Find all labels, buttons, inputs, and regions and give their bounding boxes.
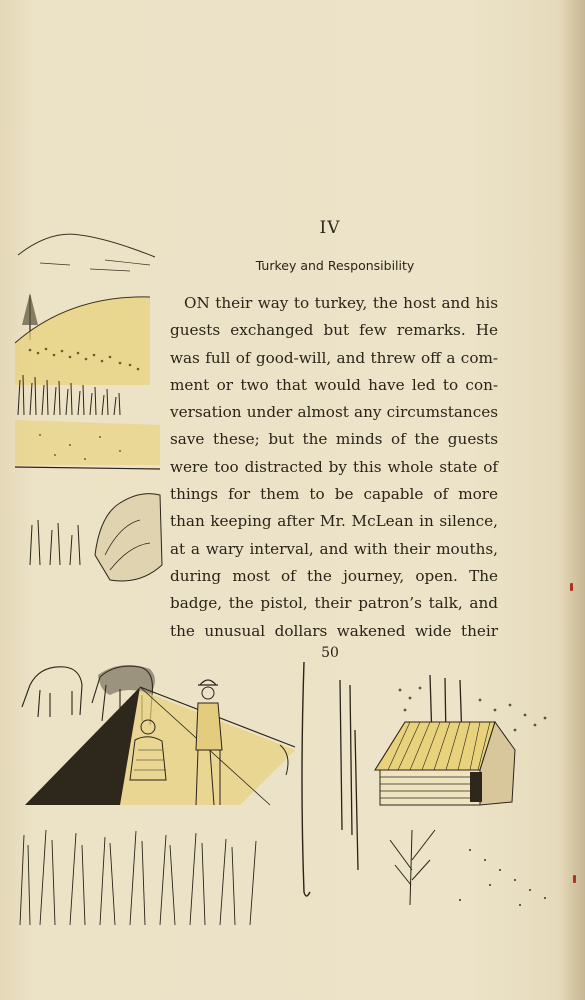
text-line: during most of the journey, open. The: [170, 566, 498, 585]
text-line: ment or two that would have led to con-: [170, 375, 498, 394]
body-text: [170, 290, 498, 645]
text-line: were too distracted by this whole state of: [170, 457, 498, 476]
text-line: save these; but the minds of the guests: [170, 430, 498, 449]
text-line: the unusual dollars wakened wide their: [170, 621, 498, 640]
red-edge-mark: [573, 875, 576, 883]
text-line: was full of good-will, and threw off a com-: [170, 348, 498, 367]
chapter-number: IV: [319, 218, 341, 238]
landscape-margin-illustration: [10, 225, 168, 590]
red-edge-mark: [570, 583, 573, 591]
text-line: ON their way to turkey, the host and his: [184, 294, 498, 312]
text-line: versation under almost any circumstances: [170, 403, 498, 422]
camp-tent-illustration: [10, 655, 300, 930]
chapter-title: Turkey and Responsibility: [255, 258, 415, 273]
text-line: things for them to be capable of more: [170, 485, 498, 504]
divider-line: [296, 662, 316, 902]
text-line: than keeping after Mr. McLean in silence,: [170, 512, 498, 531]
log-cabin-illustration: [320, 670, 570, 925]
text-line: at a wary interval, and with their mouths,: [170, 539, 498, 558]
page-number: 50: [321, 645, 339, 661]
text-line: badge, the pistol, their patron’s talk, and: [170, 594, 498, 613]
text-line: guests exchanged but few remarks. He: [170, 321, 498, 340]
